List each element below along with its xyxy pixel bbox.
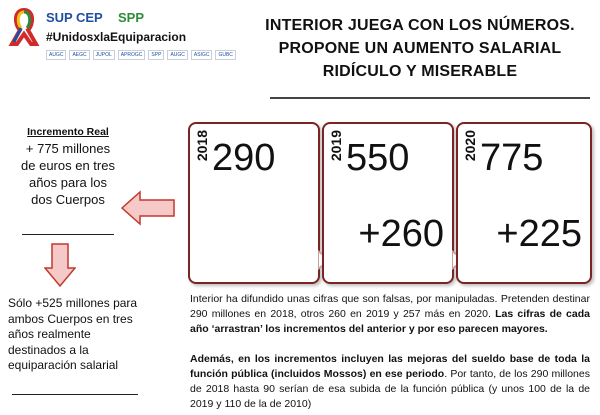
arrow-down-icon (44, 242, 76, 288)
equalization-line: destinados a la (8, 342, 89, 357)
equalization-line: años realmente (8, 327, 91, 341)
year-box-2018 (188, 122, 320, 284)
real-equalization-text (8, 296, 158, 374)
logo-block (0, 0, 233, 66)
partner-logo: APROGC (118, 50, 146, 60)
year-label: 2020 (462, 130, 478, 162)
partner-logo: GUBC (215, 50, 235, 60)
partner-logos-strip (46, 49, 233, 61)
partner-logo: AUGC (46, 50, 66, 60)
real-increase-line: + 775 millones (25, 141, 111, 156)
headline-divider (270, 97, 590, 99)
year-increase: +260 (358, 213, 444, 255)
year-label: 2018 (194, 130, 210, 162)
real-increase-line: años para los (28, 175, 108, 190)
arrow-left-icon (120, 190, 176, 226)
year-amount: 290 (212, 137, 276, 179)
year-label: 2019 (328, 130, 344, 162)
headline-line-1: INTERIOR JUEGA CON LOS NÚMEROS. (265, 17, 575, 34)
hashtag-text: #UnidosxlaEquiparacion (46, 30, 187, 44)
year-amount: 775 (480, 137, 544, 179)
year-increase: +225 (496, 213, 582, 255)
paragraph-bold-text: Las cifras de cada año ‘arrastran’ los incrementos del anterior y por eso parecen mayores. (190, 308, 590, 335)
year-amount: 550 (346, 137, 410, 179)
org-logo-spp: SPP (118, 10, 145, 25)
real-increase-line: dos Cuerpos (31, 192, 105, 207)
explanation-paragraph-2 (190, 352, 590, 412)
explanation-paragraph-1 (190, 292, 590, 337)
headline (255, 14, 585, 83)
real-increase-underline (22, 234, 114, 235)
year-box-2019 (322, 122, 454, 284)
org-logo-sup: SUP (46, 10, 73, 25)
paragraph-bold-text: Además, en los incrementos incluyen las mejoras del sueldo base de toda la función pública (incluidos Mossos) en ese periodo (190, 353, 590, 380)
real-increase-text (8, 140, 128, 208)
paragraph-text: . Por tanto, de los 290 millones de 2018 hasta 90 serían de esa subida de la función pública (y unos 100 de la de 2019 y 110 de la de 2010) (190, 368, 590, 410)
real-increase-label: Incremento Real (27, 126, 109, 138)
partner-logo: JUPOL (93, 50, 115, 60)
equalization-line: ambos Cuerpos en tres (8, 311, 133, 326)
equalization-line: Sólo +525 millones para (8, 296, 138, 310)
equalization-line: equiparación salarial (8, 358, 119, 372)
headline-line-2: PROPONE UN AUMENTO SALARIAL (278, 40, 562, 57)
partner-logo: AUGC (167, 50, 187, 60)
real-increase-line: de euros en tres (21, 158, 115, 173)
paragraph-text: Interior ha difundido unas cifras que son falsas, por manipuladas. Pretenden destinar 290 millones en 2018, otros 260 en 2019 y 257 más en 2020. (190, 293, 590, 320)
partner-logo: AEGC (69, 50, 89, 60)
equalization-underline (12, 394, 138, 395)
partner-logo: SPP (148, 50, 164, 60)
real-increase-block (8, 126, 128, 208)
headline-line-3: RIDÍCULO Y MISERABLE (322, 63, 518, 80)
awareness-ribbon-icon (6, 6, 42, 46)
year-box-2020 (456, 122, 592, 284)
partner-logo: ASIGC (191, 50, 213, 60)
org-logo-cep: CEP (76, 10, 103, 25)
